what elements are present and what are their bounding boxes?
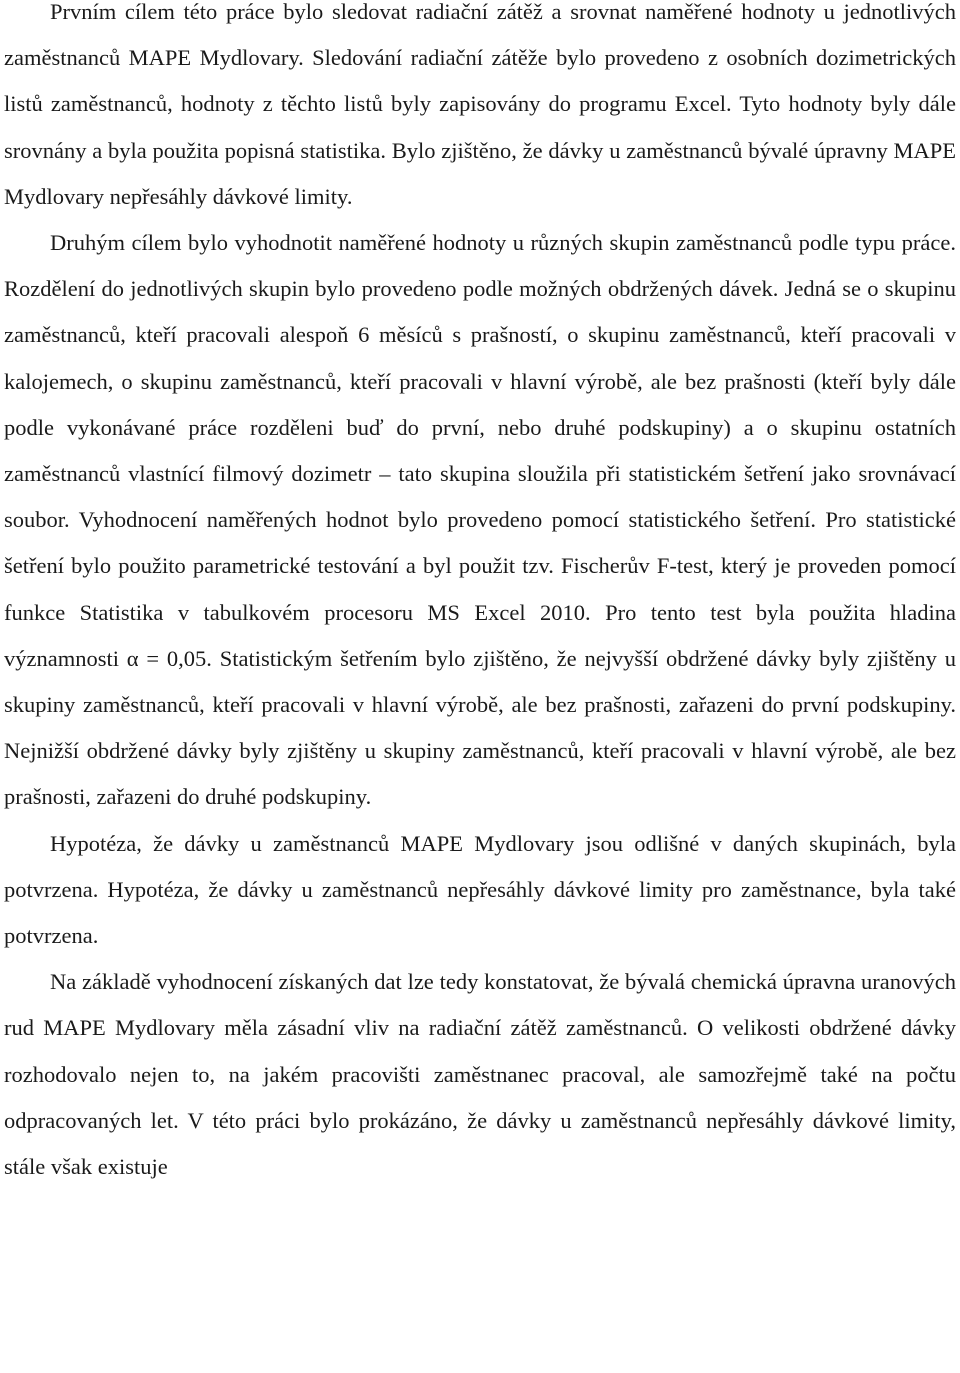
paragraph-hypotheses: Hypotéza, že dávky u zaměstnanců MAPE Mydlovary jsou odlišné v daných skupinách, byla potvrzena. Hypotéza, že dávky u zaměstnanců nepřesáhly dávkové limity pro zaměstnance, byla také potvrzena.	[4, 830, 956, 949]
paragraph-second-goal: Druhým cílem bylo vyhodnotit naměřené hodnoty u různých skupin zaměstnanců podle typu práce. Rozdělení do jednotlivých skupin bylo provedeno podle možných obdržených dávek. Jedná se o skupinu zaměstnanců, kteří pracovali alespoň 6 měsíců s prašností, o skupinu zaměstnanců, kteří pracovali v kalojemech, o skupinu zaměstnanců, kteří pracovali v hlavní výrobě, ale bez prašnosti (kteří byly dále podle vykonávané práce rozděleni buď do první, nebo druhé podskupiny) a o skupinu ostatních zaměstnanců vlastnící filmový dozimetr – tato skupina sloužila při statistickém šetření jako srovnávací soubor. Vyhodnocení naměřených hodnot bylo provedeno pomocí statistického šetření. Pro statistické šetření bylo použito parametrické testování a byl použit tzv. Fischerův F-test, který je proveden pomocí funkce Statistika v tabulkovém procesoru MS Excel 2010. Pro tento test byla použita hladina významnosti α = 0,05. Statistickým šetřením bylo zjištěno, že nejvyšší obdržené dávky byly zjištěny u skupiny zaměstnanců, kteří pracovali v hlavní výrobě, ale bez prašnosti, zařazeni do první podskupiny. Nejnižší obdržené dávky byly zjištěny u skupiny zaměstnanců, kteří pracovali v hlavní výrobě, ale bez prašnosti, zařazeni do druhé podskupiny.	[4, 230, 956, 810]
paragraph-conclusion: Na základě vyhodnocení získaných dat lze tedy konstatovat, že bývalá chemická úpravna uranových rud MAPE Mydlovary měla zásadní vliv na radiační zátěž zaměstnanců. O velikosti obdržené dávky rozhodovalo nejen to, na jakém pracovišti zaměstnanec pracoval, ale samozřejmě také na počtu odpracovaných let. V této práci bylo prokázáno, že dávky u zaměstnanců nepřesáhly dávkové limity, stále však existuje	[4, 969, 956, 1180]
paragraph-first-goal: Prvním cílem této práce bylo sledovat radiační zátěž a srovnat naměřené hodnoty u jednotlivých zaměstnanců MAPE Mydlovary. Sledování radiační zátěže bylo provedeno z osobních dozimetrických listů zaměstnanců, hodnoty z těchto listů byly zapisovány do programu Excel. Tyto hodnoty byly dále srovnány a byla použita popisná statistika. Bylo zjištěno, že dávky u zaměstnanců bývalé úpravny MAPE Mydlovary nepřesáhly dávkové limity.	[4, 0, 956, 209]
